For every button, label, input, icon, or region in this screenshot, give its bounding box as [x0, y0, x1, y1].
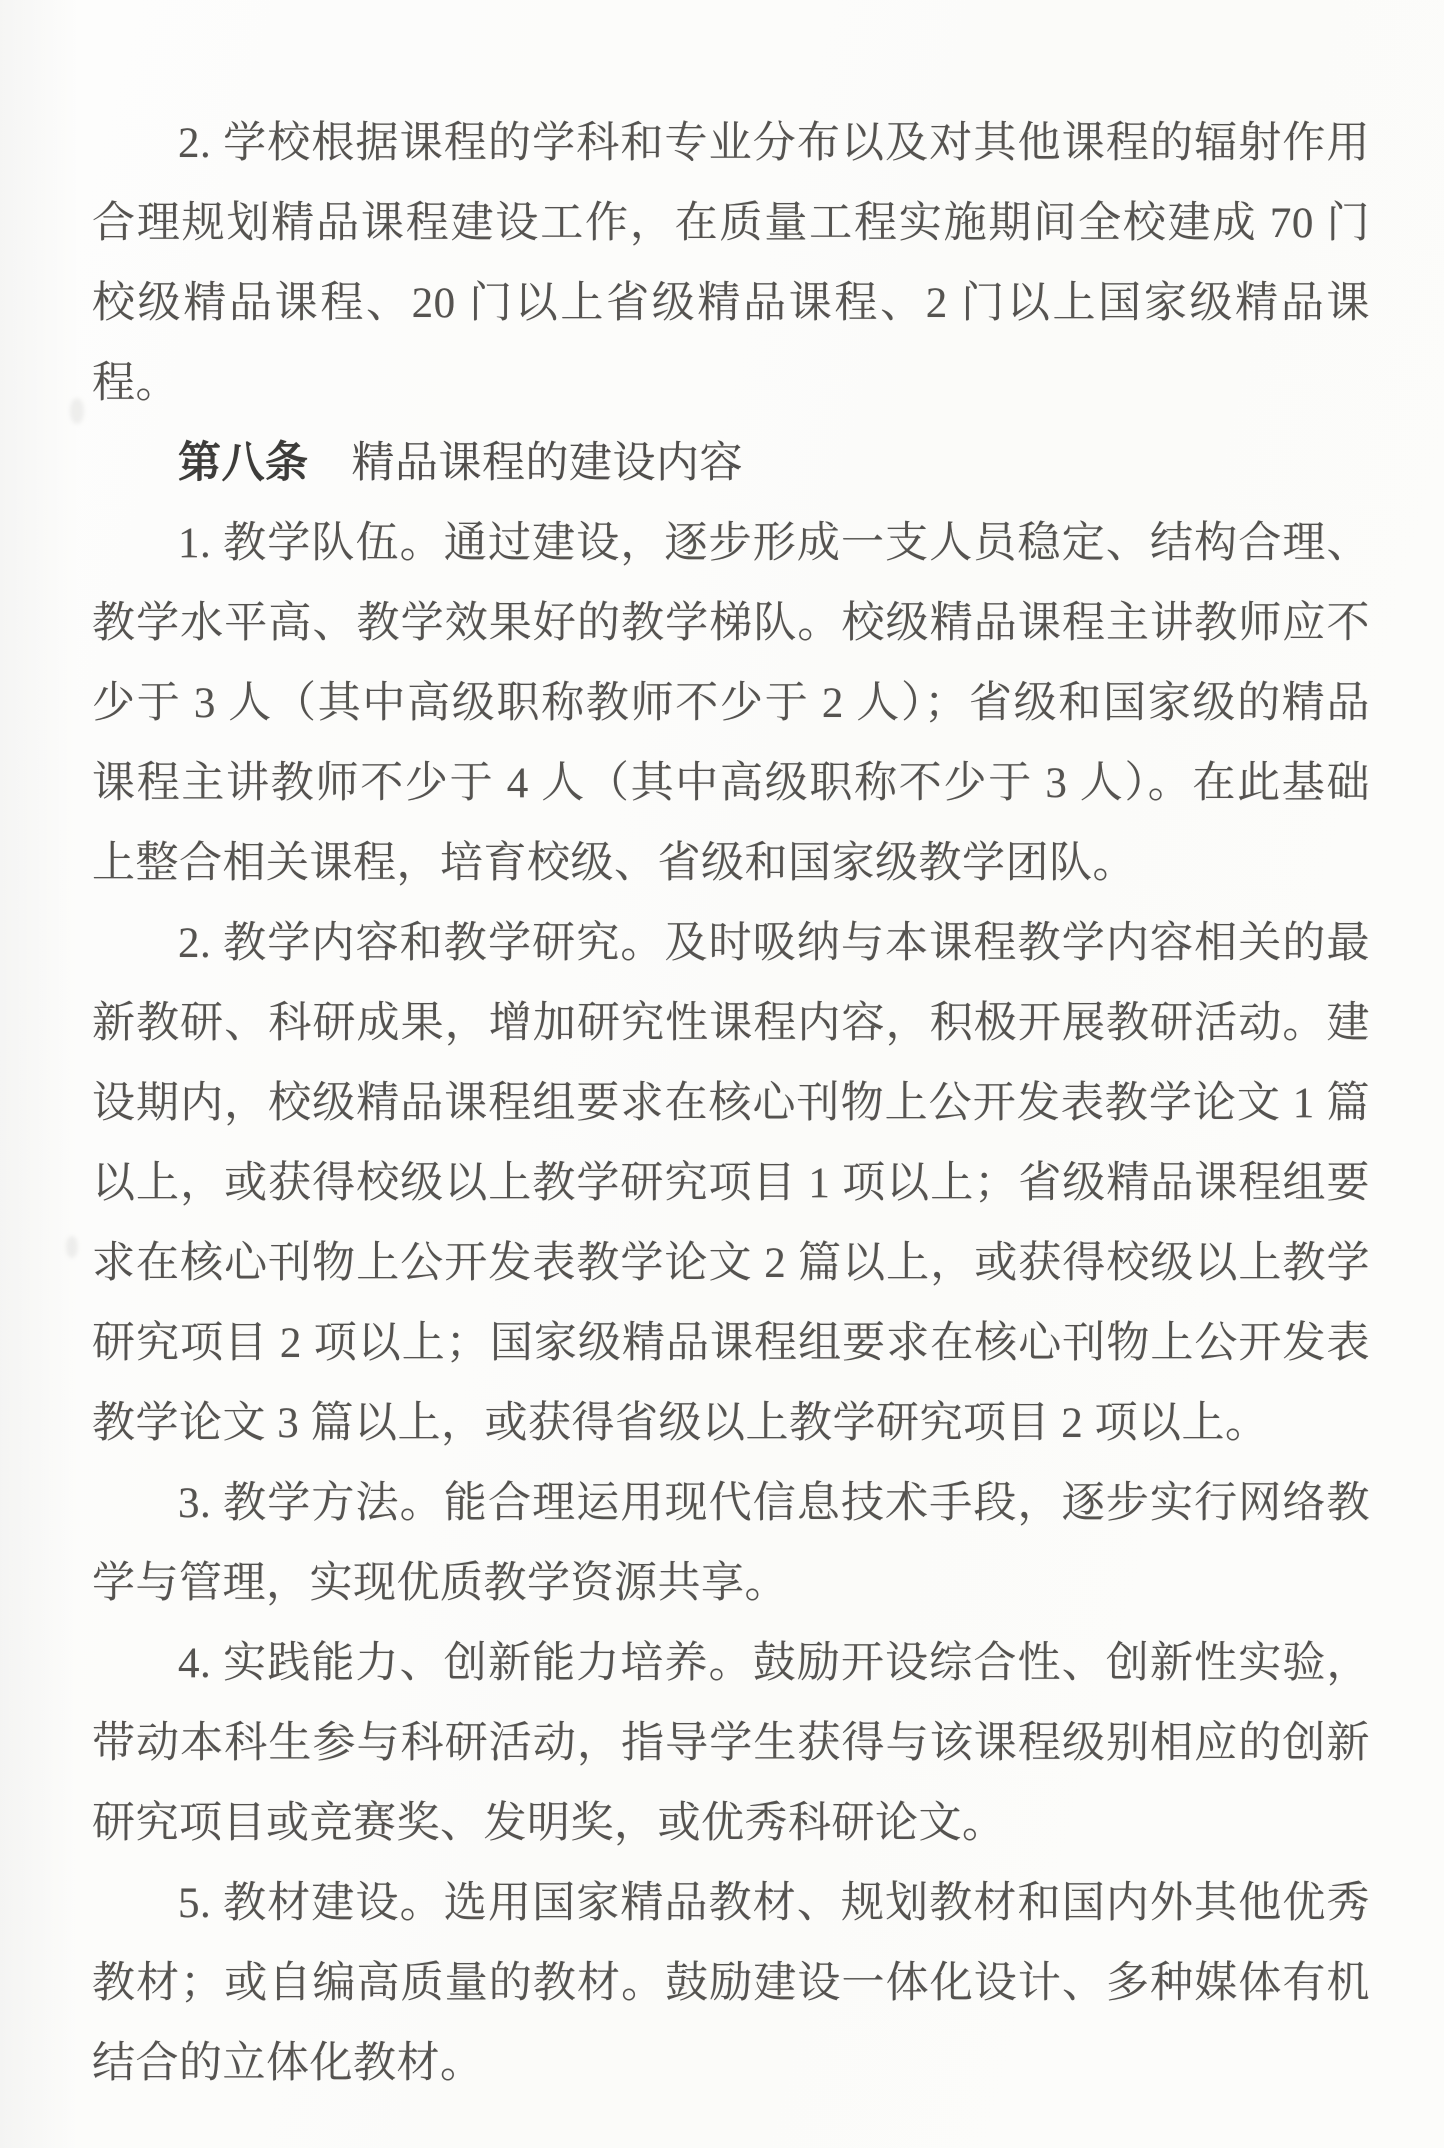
document-text-block	[92, 104, 1370, 2104]
paragraph-item-1-teaching-team: 1. 教学队伍。通过建设，逐步形成一支人员稳定、结构合理、教学水平高、教学效果好的教学梯队。校级精品课程主讲教师应不少于 3 人（其中高级职称教师不少于 2 人）；省级和国家级的精品课程主讲教师不少于 4 人（其中高级职称不少于 3 人）。在此基础上整合相关课程，培育校级、省级和国家级教学团队。	[92, 520, 1370, 887]
article-title: 精品课程的建设内容	[351, 440, 743, 487]
scan-artifact	[70, 398, 84, 424]
paragraph-intro-item-2: 2. 学校根据课程的学科和专业分布以及对其他课程的辐射作用合理规划精品课程建设工作，在质量工程实施期间全校建成 70 门校级精品课程、20 门以上省级精品课程、2 门以上国家级精品课程。	[92, 120, 1370, 407]
paragraph-item-3-teaching-methods: 3. 教学方法。能合理运用现代信息技术手段，逐步实行网络教学与管理，实现优质教学资源共享。	[92, 1480, 1370, 1607]
article-number-label: 第八条	[178, 440, 309, 487]
article-8-heading-line	[92, 424, 1370, 504]
paragraph-item-4-practical-innovation-ability: 4. 实践能力、创新能力培养。鼓励开设综合性、创新性实验，带动本科生参与科研活动，指导学生获得与该课程级别相应的创新研究项目或竞赛奖、发明奖，或优秀科研论文。	[92, 1640, 1370, 1847]
scan-artifact	[66, 1236, 78, 1258]
paragraph-item-5-textbook-construction: 5. 教材建设。选用国家精品教材、规划教材和国内外其他优秀教材；或自编高质量的教材。鼓励建设一体化设计、多种媒体有机结合的立体化教材。	[92, 1880, 1370, 2087]
paragraph-item-2-teaching-content-research: 2. 教学内容和教学研究。及时吸纳与本课程教学内容相关的最新教研、科研成果，增加研究性课程内容，积极开展教研活动。建设期内，校级精品课程组要求在核心刊物上公开发表教学论文 1 篇以上，或获得校级以上教学研究项目 1 项以上；省级精品课程组要求在核心刊物上公开发表教学论文 2 篇以上，或获得校级以上教学研究项目 2 项以上；国家级精品课程组要求在核心刊物上公开发表教学论文 3 篇以上，或获得省级以上教学研究项目 2 项以上。	[92, 920, 1370, 1447]
